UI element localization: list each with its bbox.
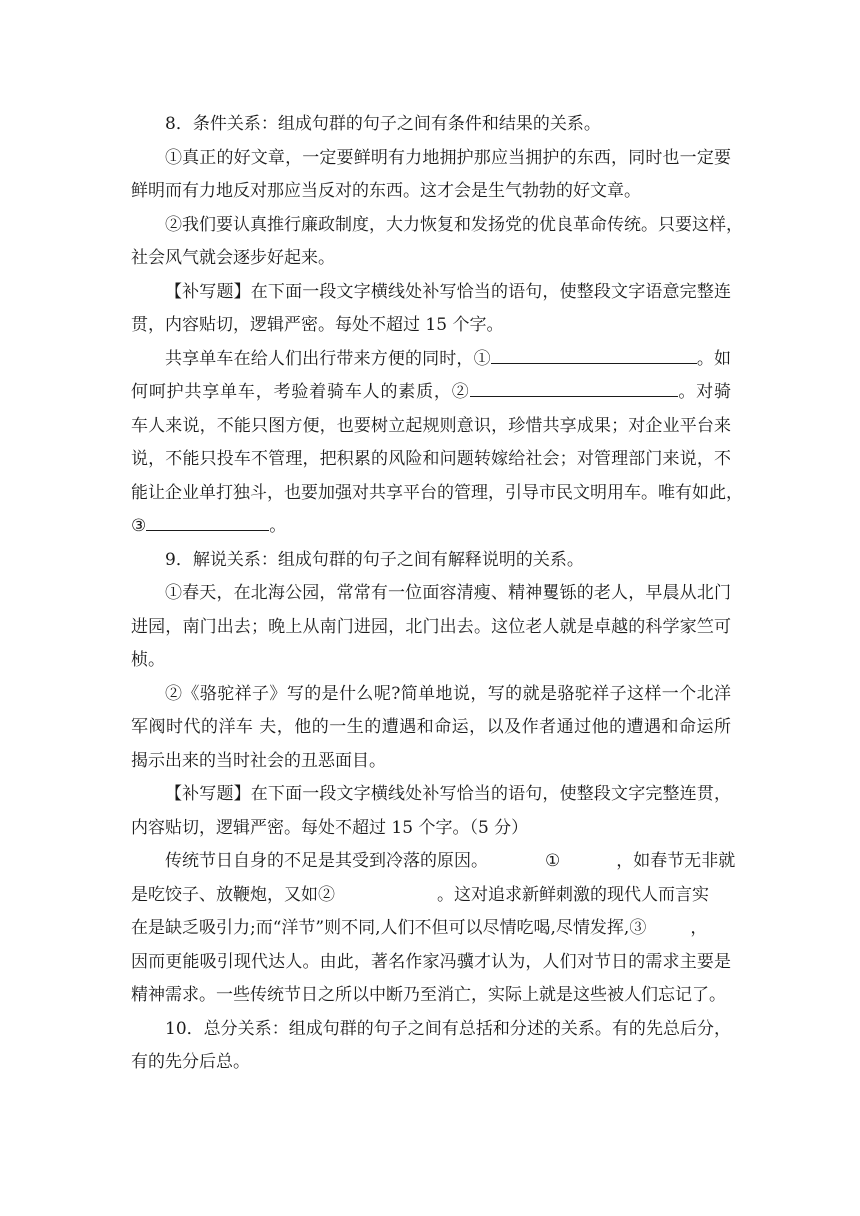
- section-8-exercise-line-3: 车人来说，不能只图方便，也要树立起规则意识，珍惜共享成果；对企业平台来: [131, 415, 731, 436]
- section-9-example-1-line-3: 桢。: [131, 650, 165, 670]
- section-8-example-2-line-1: ②我们要认真推行廉政制度，大力恢复和发扬党的优良革命传统。只要这样，: [165, 214, 743, 235]
- section-9-example-1-line-2: 进园，南门出去；晚上从南门进园，北门出去。这位老人就是卓越的科学家竺可: [131, 616, 731, 637]
- section-10-heading-line-1: 10．总分关系：组成句群的句子之间有总括和分述的关系。有的先总后分，: [165, 1018, 731, 1039]
- section-9-heading: 9．解说关系：组成句群的句子之间有解释说明的关系。: [165, 549, 584, 570]
- exercise-text: 。: [269, 516, 287, 536]
- exercise-text: ①: [545, 851, 561, 871]
- exercise-text: ③: [131, 516, 147, 536]
- exercise-text: ，如春节无非就: [616, 851, 736, 871]
- document-page: [131, 108, 743, 1080]
- exercise-text: 共享单车在给人们出行带来方便的同时，①: [165, 348, 491, 369]
- section-8-heading: 8．条件关系：组成句群的句子之间有条件和结果的关系。: [165, 114, 601, 134]
- section-9-exercise-line-2: [131, 879, 731, 913]
- exercise-text: 在是缺乏吸引力;而“洋节”则不同,人们不但可以尽情吃喝,尽情发挥,③: [131, 918, 647, 938]
- section-9-exercise-instruction-line-1: 【补写题】在下面一段文字横线处补写恰当的语句，使整段文字完整连贯，: [165, 784, 731, 804]
- exercise-text: 。这对追求新鲜刺激的现代人而言实: [437, 884, 709, 905]
- section-8-exercise-line-5: 能让企业单打独斗，也要加强对共享平台的管理，引导市民文明用车。唯有如此，: [131, 482, 743, 503]
- section-8-exercise-line-2: [131, 376, 731, 410]
- section-9-example-2-line-2: 军阀时代的洋车 夫，他的一生的遭遇和命运，以及作者通过他的遭遇和命运所: [131, 717, 731, 737]
- section-9-exercise-instruction-line-2: 内容贴切，逻辑严密。每处不超过 15 个字。（5 分）: [131, 817, 529, 838]
- exercise-text: 。对骑: [677, 382, 732, 402]
- section-10-heading-line-2: 有的先分后总。: [131, 1052, 250, 1072]
- section-9-exercise-line-5: 精神需求。一些传统节日之所以中断乃至消亡，实际上就是这些被人们忘记了。: [131, 985, 726, 1005]
- answer-blank-1[interactable]: [491, 344, 697, 364]
- section-9-exercise-line-4: 因而更能吸引现代达人。由此，著名作家冯骥才认为，人们对节日的需求主要是: [131, 951, 731, 972]
- section-8-exercise-line-4: 说，不能只投车不管理，把积累的风险和问题转嫁给社会；对管理部门来说，不: [131, 449, 731, 469]
- section-9-example-1-line-1: ①春天，在北海公园，常常有一位面容清瘦、精神矍铄的老人，早晨从北门: [165, 583, 731, 603]
- section-8-example-1-line-1: ①真正的好文章，一定要鲜明有力地拥护那应当拥护的东西，同时也一定要: [165, 147, 731, 168]
- answer-blank-2[interactable]: [470, 377, 678, 397]
- exercise-text: 传统节日自身的不足是其受到冷落的原因。: [165, 851, 488, 871]
- exercise-text: 何呵护共享单车，考验着骑车人的素质，②: [131, 382, 470, 402]
- section-9-example-2-line-1: ②《骆驼祥子》写的是什么呢?简单地说，写的就是骆驼祥子这样一个北洋: [165, 683, 731, 704]
- section-9-exercise-line-3: [131, 912, 731, 946]
- answer-blank-3[interactable]: [146, 511, 269, 531]
- exercise-text: 是吃饺子、放鞭炮，又如②: [131, 884, 335, 905]
- exercise-text: 。如: [696, 348, 732, 369]
- section-8-exercise-line-1: [131, 343, 731, 377]
- section-8-exercise-instruction-line-2: 贯，内容贴切，逻辑严密。每处不超过 15 个字。: [131, 315, 504, 335]
- section-9-exercise-line-1: [131, 845, 736, 879]
- section-8-exercise-line-6: [131, 510, 731, 544]
- section-8-example-2-line-2: 社会风气就会逐步好起来。: [131, 248, 335, 268]
- exercise-text: ，: [690, 918, 708, 938]
- section-8-exercise-instruction-line-1: 【补写题】在下面一段文字横线处补写恰当的语句，使整段文字语意完整连: [165, 281, 731, 302]
- section-8-example-1-line-2: 鲜明而有力地反对那应当反对的东西。这才会是生气勃勃的好文章。: [131, 181, 641, 201]
- section-9-example-2-line-3: 揭示出来的当时社会的丑恶面目。: [131, 750, 386, 771]
